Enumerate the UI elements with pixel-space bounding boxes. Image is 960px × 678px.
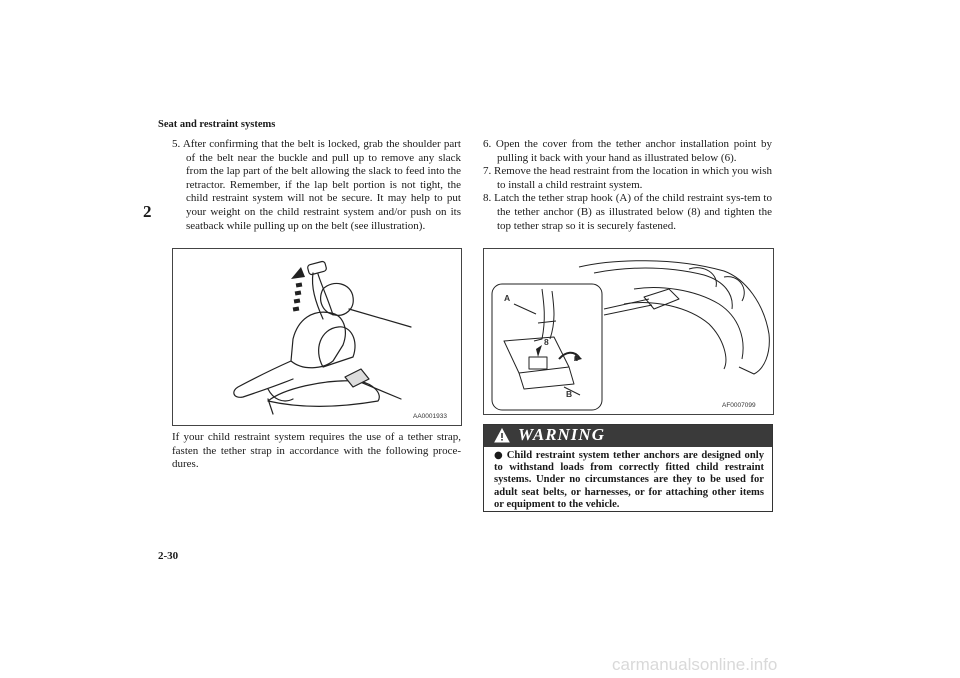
figure-code: AF0007099 — [722, 402, 756, 409]
warning-title: WARNING — [518, 425, 605, 444]
bullet-icon: ● — [494, 450, 504, 461]
warning-triangle-icon — [494, 428, 510, 443]
left-column — [172, 138, 461, 233]
warning-box — [483, 424, 773, 512]
chapter-tab: 2 — [143, 202, 152, 221]
child-seat-drawing — [173, 249, 461, 425]
warning-header — [484, 425, 772, 447]
label-b: B — [566, 389, 573, 399]
figure-code: AA0001933 — [413, 413, 447, 420]
label-a: A — [504, 293, 511, 303]
warning-text-block — [494, 450, 764, 511]
step-7: 7. Remove the head restraint from the location in which you wish to install a child restraint system. — [483, 165, 772, 191]
page-number: 2-30 — [158, 550, 179, 562]
label-six: 6 — [574, 353, 579, 363]
tether-anchor-drawing — [484, 249, 773, 414]
step-6: 6. Open the cover from the tether anchor installation point by pulling it back with your hand as illustrated below (6). — [483, 138, 772, 164]
right-column — [483, 138, 772, 233]
step-5: 5. After confirming that the belt is locked, grab the shoulder part of the belt near the buckle and pull up to remove any slack from the lap part of the belt allowing the slack to feed into the retractor. Remember, if the lap belt portion is not tight, the child restraint system will not be secure. It may help to put your weight on the child restraint system and/or push on its seatback while pulling up on the belt (see illustration). — [172, 138, 461, 232]
section-title: Seat and restraint systems — [158, 119, 276, 130]
footer-watermark: carmanualsonline.info — [612, 655, 778, 674]
step-8: 8. Latch the tether strap hook (A) of the child restraint sys-tem to the tether anchor (B) as illustrated below (8) and tighten the top tether strap so it is securely fastened. — [483, 192, 772, 232]
label-eight: 8 — [544, 337, 549, 347]
tether-note: If your child restraint system requires the use of a tether strap, fasten the tether strap in accordance with the following proce-dures. — [172, 431, 461, 471]
child-seat-illustration — [172, 248, 462, 426]
warning-text: Child restraint system tether anchors are designed only to withstand loads from correctly fitted child restraint systems. Under no circumstances are they to be used for adult seat belts, or harnesses, or for attaching other items or equipment to the vehicle. — [494, 450, 764, 510]
tether-anchor-illustration — [483, 248, 774, 415]
